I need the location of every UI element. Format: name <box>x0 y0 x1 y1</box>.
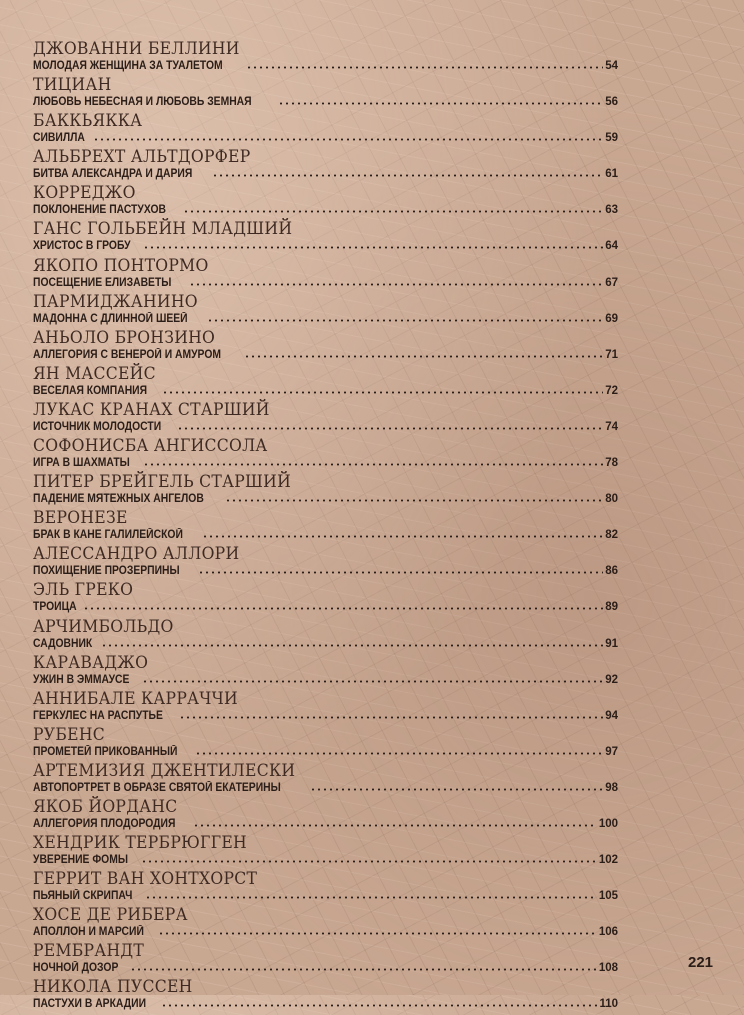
artist-name: АНЬОЛО БРОНЗИНО <box>33 327 216 348</box>
artist-name: РУБЕНС <box>33 724 106 745</box>
toc-entry <box>33 978 618 1014</box>
dot-leader <box>162 384 603 394</box>
dot-leader <box>195 745 603 755</box>
artist-name: ДЖОВАННИ БЕЛЛИНИ <box>33 39 240 59</box>
artist-name: АННИБАЛЕ КАРРАЧЧИ <box>33 688 238 709</box>
toc-entry <box>33 726 618 762</box>
dot-leader <box>143 239 603 249</box>
page-reference: 59 <box>605 132 618 145</box>
work-title: МОЛОДАЯ ЖЕНЩИНА ЗА ТУАЛЕТОМ <box>33 60 223 72</box>
page-reference: 105 <box>598 890 618 903</box>
artist-name: ГЕРРИТ ВАН ХОНТХОРСТ <box>33 869 258 890</box>
toc-entry <box>33 220 618 256</box>
work-title: ТРОИЦА <box>33 601 77 614</box>
artist-name: ПИТЕР БРЕЙГЕЛЬ СТАРШИЙ <box>33 472 292 493</box>
page-reference: 82 <box>605 529 618 542</box>
dot-leader <box>198 564 603 574</box>
page-reference: 74 <box>605 420 618 433</box>
page-reference: 102 <box>598 854 618 867</box>
artist-name: ГАНС ГОЛЬБЕЙН МЛАДШИЙ <box>33 219 293 240</box>
toc-entry <box>33 509 618 545</box>
page-reference: 100 <box>598 817 618 830</box>
work-title: СИВИЛЛА <box>33 132 85 145</box>
artist-name: ХОСЕ ДЕ РИБЕРА <box>33 905 188 926</box>
dot-leader <box>193 817 597 827</box>
toc-entry <box>33 329 618 365</box>
page-number: 221 <box>688 954 714 971</box>
work-line <box>33 563 618 579</box>
work-line <box>33 888 618 904</box>
page-reference: 61 <box>605 168 618 181</box>
work-line <box>33 816 618 832</box>
work-line <box>33 419 618 435</box>
work-title: АЛЛЕГОРИЯ С ВЕНЕРОЙ И АМУРОМ <box>33 348 222 361</box>
artist-name: КОРРЕДЖО <box>33 183 136 204</box>
work-title: ПЬЯНЫЙ СКРИПАЧ <box>33 890 133 903</box>
page-reference: 98 <box>605 781 618 794</box>
page-reference: 78 <box>605 457 618 470</box>
toc-entry <box>33 618 618 654</box>
work-line <box>33 780 618 796</box>
dot-leader <box>158 925 597 935</box>
work-title: ВЕСЕЛАЯ КОМПАНИЯ <box>33 384 148 397</box>
work-line <box>33 94 618 110</box>
artist-name: ЯКОПО ПОНТОРМО <box>33 255 209 276</box>
work-title: АЛЛЕГОРИЯ ПЛОДОРОДИЯ <box>33 817 176 830</box>
toc-entry <box>33 401 618 437</box>
page-reference: 89 <box>605 601 618 614</box>
toc-entry <box>33 148 618 184</box>
work-title: ЛЮБОВЬ НЕБЕСНАЯ И ЛЮБОВЬ ЗЕМНАЯ <box>33 96 252 109</box>
dot-leader <box>101 637 603 647</box>
page-reference: 91 <box>605 637 618 650</box>
page-reference: 80 <box>605 493 618 506</box>
page-reference: 108 <box>598 962 618 975</box>
work-line <box>33 166 618 182</box>
page-reference: 71 <box>605 348 618 361</box>
artist-name: АЛЕССАНДРО АЛЛОРИ <box>33 544 240 565</box>
work-title: ХРИСТОС В ГРОБУ <box>33 240 131 253</box>
artist-name: АЛЬБРЕХТ АЛЬТДОРФЕР <box>33 147 251 168</box>
dot-leader <box>278 95 603 105</box>
dot-leader <box>145 889 596 899</box>
toc-entry <box>33 184 618 220</box>
dot-leader <box>142 673 603 683</box>
page-reference: 92 <box>605 673 618 686</box>
page-reference: 63 <box>605 204 618 217</box>
work-line <box>33 960 618 976</box>
artist-name: ЭЛЬ ГРЕКО <box>33 580 134 601</box>
toc-entry <box>33 798 618 834</box>
dot-leader <box>244 348 603 358</box>
work-title: УЖИН В ЭММАУСЕ <box>33 673 130 686</box>
page-reference: 54 <box>605 60 618 72</box>
page-reference: 110 <box>599 998 618 1011</box>
toc-entry <box>33 112 618 148</box>
work-title: НОЧНОЙ ДОЗОР <box>33 962 119 975</box>
work-title: АВТОПОРТРЕТ В ОБРАЗЕ СВЯТОЙ ЕКАТЕРИНЫ <box>33 781 281 794</box>
dot-leader <box>161 997 598 1007</box>
work-line <box>33 924 618 940</box>
dot-leader <box>141 853 597 863</box>
page-reference: 97 <box>605 745 618 758</box>
work-line <box>33 383 618 399</box>
dot-leader <box>225 492 603 502</box>
work-line <box>33 636 618 652</box>
work-title: УВЕРЕНИЕ ФОМЫ <box>33 854 128 867</box>
artist-name: ХЕНДРИК ТЕРБРЮГГЕН <box>33 833 247 854</box>
dot-leader <box>177 420 603 430</box>
toc-entry <box>33 581 618 617</box>
dot-leader <box>310 781 603 791</box>
artist-name: ПАРМИДЖАНИНО <box>33 291 198 312</box>
toc-entry <box>33 76 618 112</box>
work-line <box>33 527 618 543</box>
dot-leader <box>143 456 604 466</box>
work-title: ИСТОЧНИК МОЛОДОСТИ <box>33 420 162 433</box>
work-line <box>33 708 618 724</box>
toc-entry <box>33 762 618 798</box>
toc-entry <box>33 834 618 870</box>
toc-entry <box>33 545 618 581</box>
work-line <box>33 311 618 327</box>
page-reference: 67 <box>605 276 618 289</box>
work-line <box>33 852 618 868</box>
work-title: АПОЛЛОН И МАРСИЙ <box>33 926 144 939</box>
toc-entry <box>33 437 618 473</box>
dot-leader <box>130 961 597 971</box>
work-title: ПРОМЕТЕЙ ПРИКОВАННЫЙ <box>33 745 178 758</box>
work-title: ПОКЛОНЕНИЕ ПАСТУХОВ <box>33 204 166 217</box>
page-reference: 106 <box>598 926 618 939</box>
page-reference: 56 <box>605 96 618 109</box>
artist-name: СОФОНИСБА АНГИССОЛА <box>33 436 268 457</box>
work-line <box>33 672 618 688</box>
dot-leader <box>212 167 603 177</box>
artist-name: БАККЬЯККА <box>33 111 143 132</box>
artist-name: ВЕРОНЕЗЕ <box>33 508 128 529</box>
dot-leader <box>202 528 604 538</box>
artist-name: АРЧИМБОЛЬДО <box>33 616 174 637</box>
artist-name: НИКОЛА ПУССЕН <box>33 977 193 998</box>
work-title: ПОХИЩЕНИЕ ПРОЗЕРПИНЫ <box>33 565 180 578</box>
toc-entry <box>33 654 618 690</box>
artist-name: ЯН МАССЕЙС <box>33 363 156 384</box>
toc-entry <box>33 473 618 509</box>
artist-name: РЕМБРАНДТ <box>33 941 145 962</box>
work-title: ПАДЕНИЕ МЯТЕЖНЫХ АНГЕЛОВ <box>33 493 204 506</box>
dot-leader <box>183 203 603 213</box>
toc-entry <box>33 690 618 726</box>
page-reference: 94 <box>605 709 618 722</box>
artist-name: АРТЕМИЗИЯ ДЖЕНТИЛЕСКИ <box>33 760 296 781</box>
work-line <box>33 455 618 471</box>
toc-entry <box>33 906 618 942</box>
dot-leader <box>179 709 603 719</box>
work-line <box>33 275 618 291</box>
toc-entry <box>33 257 618 293</box>
work-title: БИТВА АЛЕКСАНДРА И ДАРИЯ <box>33 168 193 181</box>
toc-entry <box>33 40 618 76</box>
work-title: САДОВНИК <box>33 637 93 650</box>
work-line <box>33 599 618 615</box>
toc-entry <box>33 293 618 329</box>
toc-entry <box>33 365 618 401</box>
dot-leader <box>189 276 603 286</box>
toc-entry <box>33 942 618 978</box>
page-reference: 69 <box>605 312 618 325</box>
table-of-contents <box>33 40 618 1015</box>
artist-name: КАРАВАДЖО <box>33 652 149 673</box>
work-line <box>33 996 618 1012</box>
dot-leader <box>93 131 604 141</box>
work-line <box>33 491 618 507</box>
toc-entry <box>33 870 618 906</box>
dot-leader <box>246 59 604 69</box>
artist-name: ТИЦИАН <box>33 75 112 96</box>
work-line <box>33 58 618 74</box>
work-title: ПОСЕЩЕНИЕ ЕЛИЗАВЕТЫ <box>33 276 172 289</box>
work-title: ГЕРКУЛЕС НА РАСПУТЬЕ <box>33 709 163 722</box>
work-title: БРАК В КАНЕ ГАЛИЛЕЙСКОЙ <box>33 529 183 542</box>
dot-leader <box>83 600 603 610</box>
artist-name: ЯКОБ ЙОРДАНС <box>33 796 178 817</box>
work-line <box>33 202 618 218</box>
work-line <box>33 238 618 254</box>
dot-leader <box>207 312 603 322</box>
page-reference: 64 <box>605 240 618 253</box>
page-reference: 72 <box>605 384 618 397</box>
work-line <box>33 744 618 760</box>
artist-name: ЛУКАС КРАНАХ СТАРШИЙ <box>33 399 270 420</box>
work-title: МАДОННА С ДЛИННОЙ ШЕЕЙ <box>33 312 188 325</box>
work-title: ПАСТУХИ В АРКАДИИ <box>33 998 147 1011</box>
work-line <box>33 347 618 363</box>
work-line <box>33 130 618 146</box>
work-title: ИГРА В ШАХМАТЫ <box>33 457 130 470</box>
page-reference: 86 <box>605 565 618 578</box>
